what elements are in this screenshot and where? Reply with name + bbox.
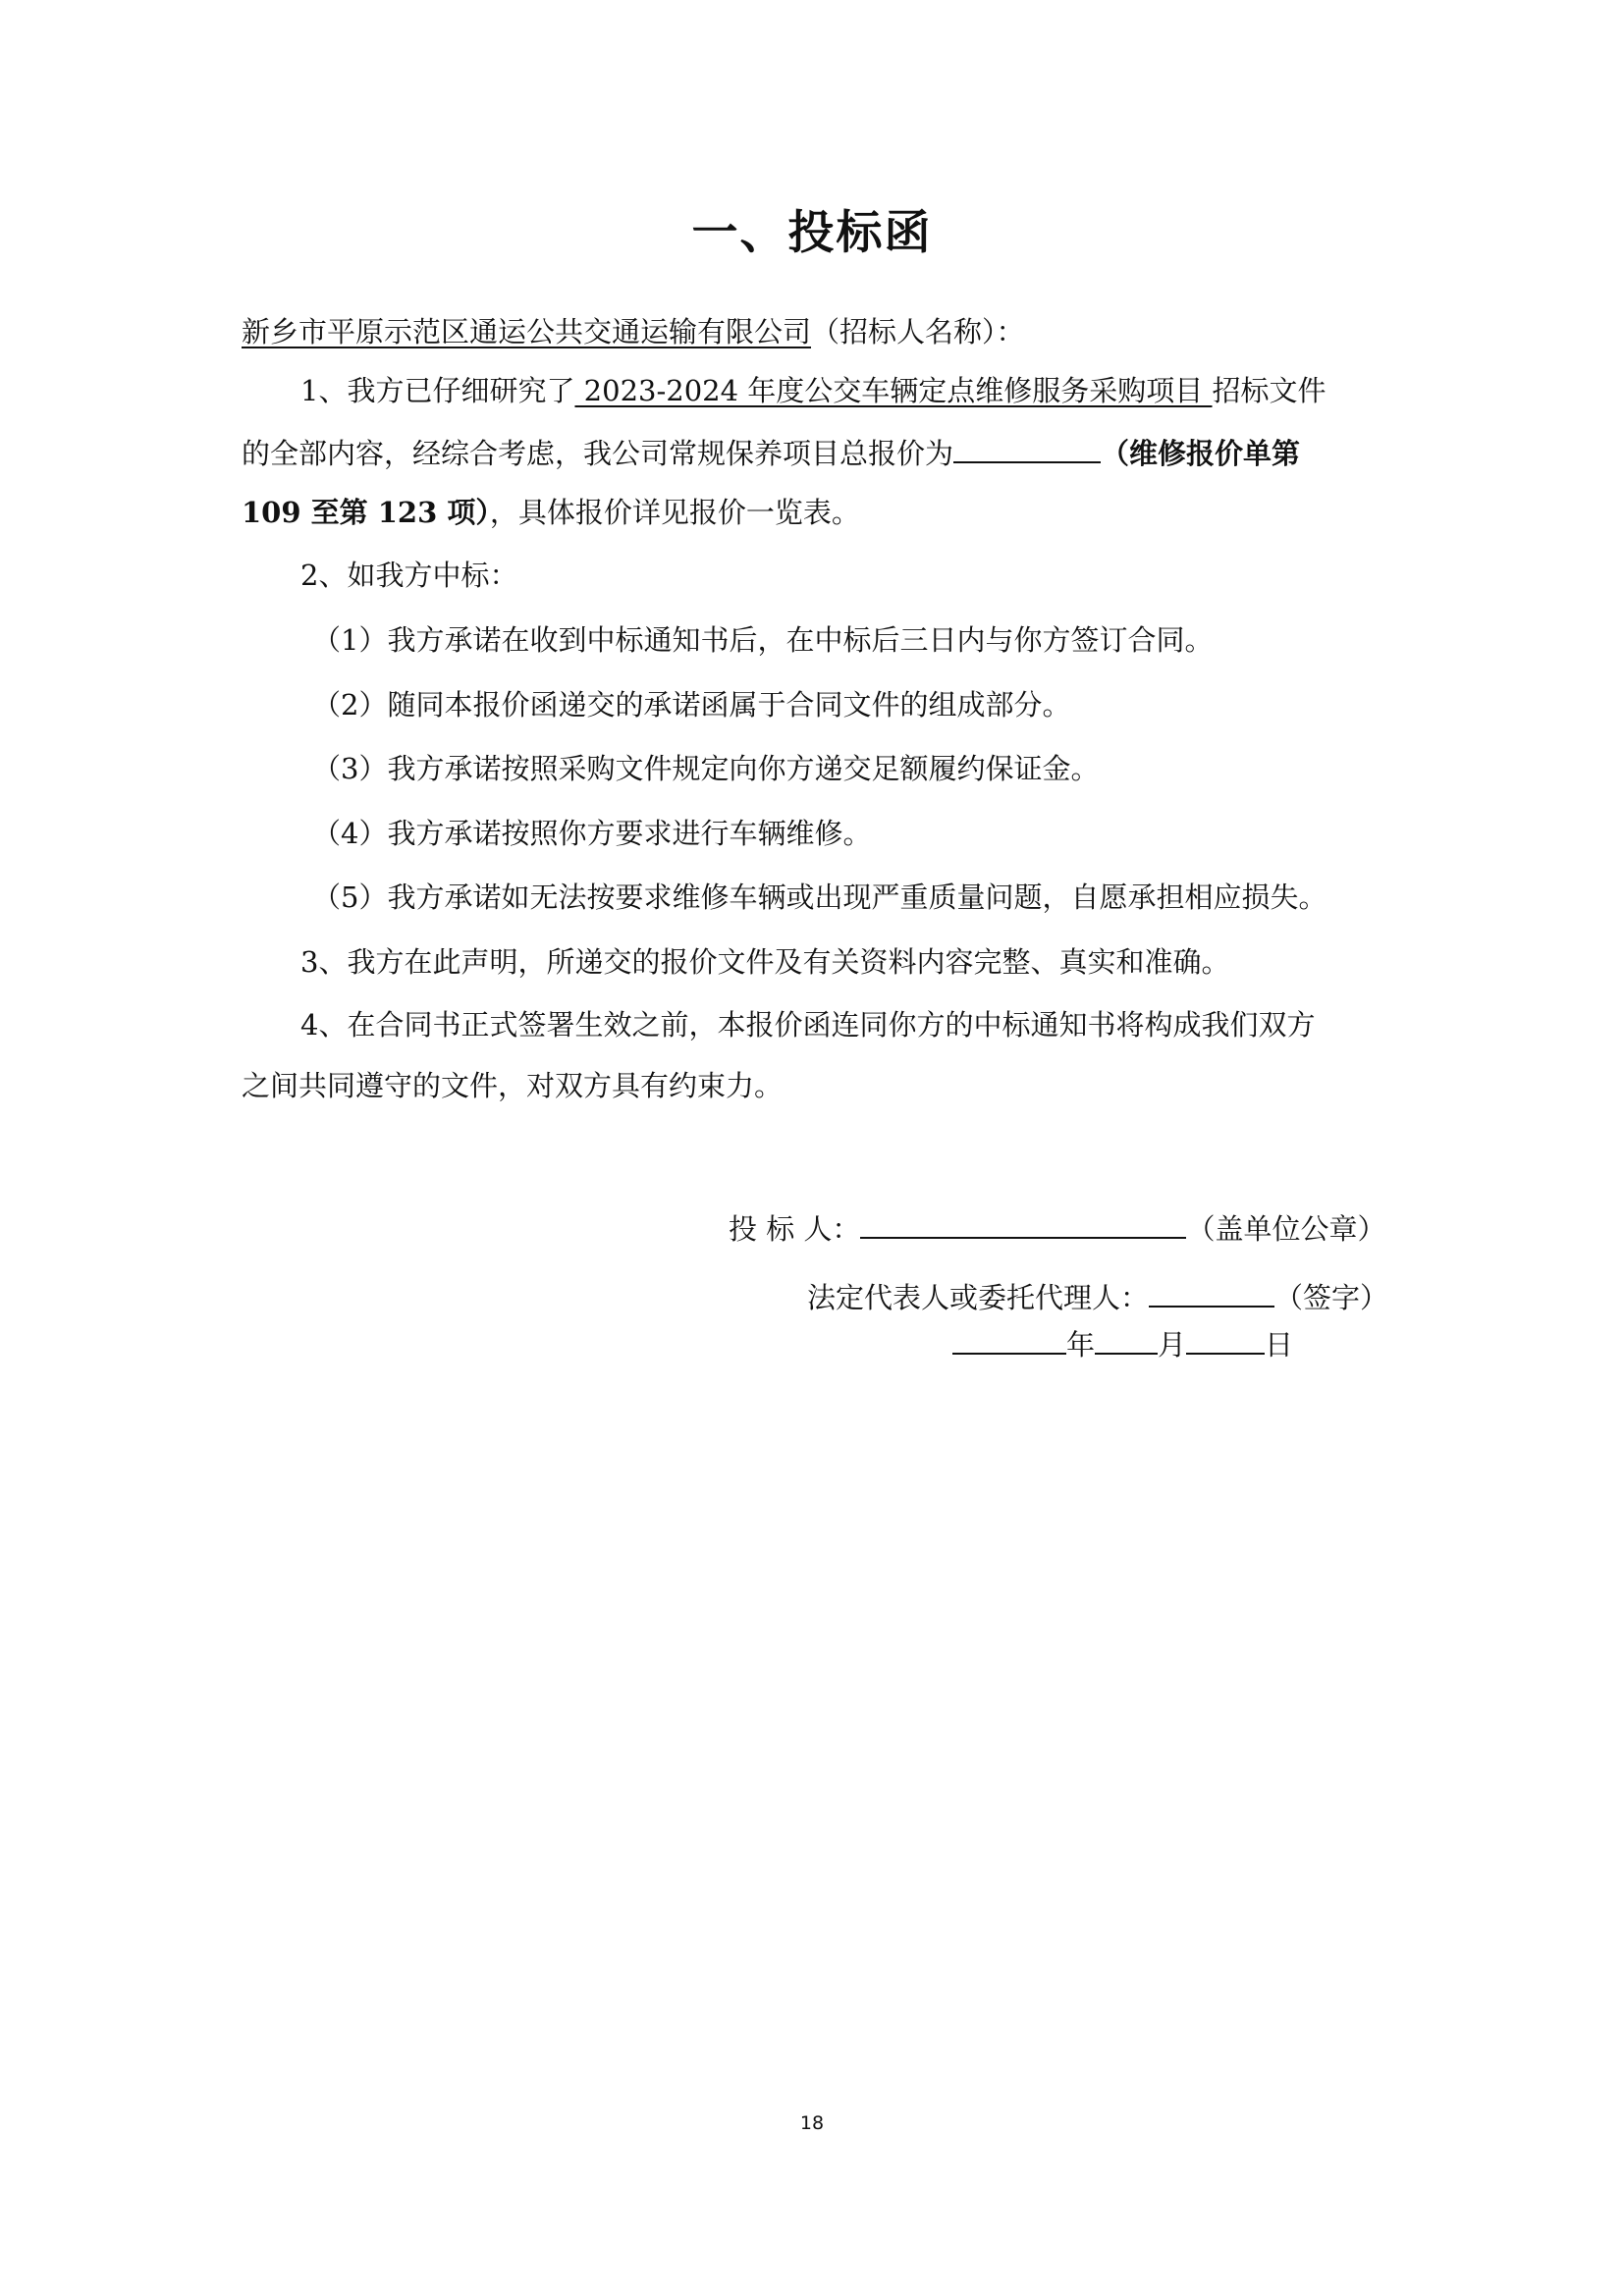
para2-item-4: （4）我方承诺按照你方要求进行车辆维修。 (312, 817, 872, 850)
tenderer-name: 新乡市平原示范区通运公共交通运输有限公司 (242, 315, 812, 348)
year-label: 年 (1066, 1328, 1096, 1362)
representative-label: 法定代表人或委托代理人： (807, 1281, 1150, 1314)
para1-bold-note: （维修报价单第 (1101, 437, 1301, 470)
addressee-line (242, 312, 1459, 351)
day-blank (1186, 1323, 1265, 1355)
para1-prefix: 1、我方已仔细研究了 (300, 374, 575, 407)
para2-heading: 2、如我方中标： (300, 559, 518, 592)
bidder-note: （盖单位公章） (1186, 1212, 1386, 1246)
representative-blank (1149, 1276, 1274, 1308)
para2-item-3: （3）我方承诺按照采购文件规定向你方递交足额履约保证金。 (312, 752, 1100, 785)
para1-line3 (242, 493, 1459, 532)
page-number: 18 (799, 2112, 825, 2134)
total-price-blank (953, 432, 1101, 463)
para1-line3-bold: 109 至第 123 项） (242, 496, 490, 529)
year-blank (952, 1323, 1066, 1355)
para1-line1 (300, 371, 1518, 410)
month-label: 月 (1158, 1328, 1187, 1362)
project-name: 2023-2024 年度公交车辆定点维修服务采购项目 (574, 374, 1213, 407)
para2-item-1: （1）我方承诺在收到中标通知书后，在中标后三日内与你方签订合同。 (312, 623, 1214, 657)
bidder-label: 投 标 人： (729, 1212, 861, 1246)
para1-line2 (242, 432, 1459, 473)
date-line (952, 1323, 1293, 1364)
representative-line (807, 1276, 1388, 1317)
para2-item-5: （5）我方承诺如无法按要求维修车辆或出现严重质量问题，自愿承担相应损失。 (312, 881, 1327, 914)
para4-line1: 4、在合同书正式签署生效之前，本报价函连同你方的中标通知书将构成我们双方 (300, 1008, 1316, 1041)
bidder-line (729, 1207, 1385, 1249)
representative-note: （签字） (1274, 1281, 1389, 1314)
para1-after-project: 招标文件 (1212, 374, 1326, 407)
bidder-blank (860, 1207, 1186, 1239)
tenderer-name-suffix: （招标人名称）： (811, 315, 1025, 348)
para1-line3-rest: ，具体报价详见报价一览表。 (489, 496, 860, 529)
para4-line2: 之间共同遵守的文件，对双方具有约束力。 (242, 1069, 784, 1102)
para2-item-2: （2）随同本报价函递交的承诺函属于合同文件的组成部分。 (312, 688, 1071, 721)
day-label: 日 (1265, 1328, 1294, 1362)
document-title: 一、投标函 (691, 206, 933, 260)
para3: 3、我方在此声明，所递交的报价文件及有关资料内容完整、真实和准确。 (300, 945, 1230, 979)
month-blank (1095, 1323, 1158, 1355)
para1-line2-prefix: 的全部内容，经综合考虑，我公司常规保养项目总报价为 (242, 437, 954, 470)
